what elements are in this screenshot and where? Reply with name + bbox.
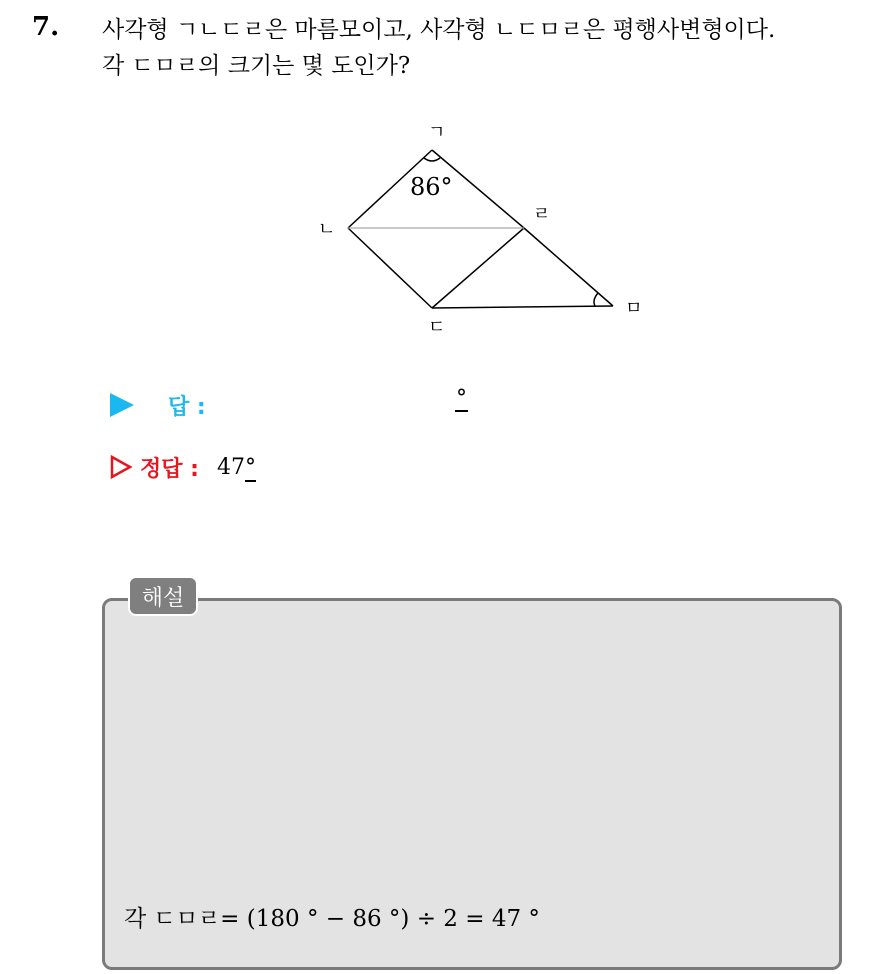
answer-row	[110, 388, 206, 422]
side-b-c	[348, 228, 432, 308]
angle-arc-e	[594, 293, 598, 306]
figure-1	[348, 150, 613, 308]
correct-answer-row	[110, 450, 256, 484]
angle-arc-top	[424, 158, 440, 161]
question-number: 7.	[32, 12, 60, 42]
correct-value	[217, 455, 256, 480]
correct-label: 정답 :	[140, 456, 199, 482]
play-triangle-icon	[110, 393, 134, 417]
fig1-label-c: ㄷ	[428, 317, 446, 338]
outline-triangle-icon	[110, 455, 132, 479]
question-line-2: 각 ㄷㅁㄹ의 크기는 몇 도인가?	[102, 53, 411, 79]
fig1-label-e: ㅁ	[625, 298, 643, 319]
side-d-e	[524, 228, 613, 306]
question-line-1: 사각형 ㄱㄴㄷㄹ은 마름모이고, 사각형 ㄴㄷㅁㄹ은 평행사변형이다.	[102, 17, 776, 43]
fig1-label-d: ㄹ	[533, 204, 551, 225]
answer-input[interactable]: °	[456, 386, 467, 411]
answer-label: 답 :	[168, 394, 206, 420]
side-d-c	[432, 228, 524, 308]
solution-equation: 각 ㄷㅁㄹ= (180 ° − 86 °) ÷ 2 = 47 °	[124, 906, 540, 932]
fig1-angle-top: 86°	[410, 173, 453, 201]
side-c-e	[432, 306, 613, 308]
fig1-label-a: ㄱ	[428, 122, 446, 143]
correct-number: 47	[216, 454, 245, 480]
correct-unit: °	[244, 454, 256, 480]
fig1-label-b: ㄴ	[318, 219, 336, 240]
solution-tag: 해설	[128, 576, 198, 616]
